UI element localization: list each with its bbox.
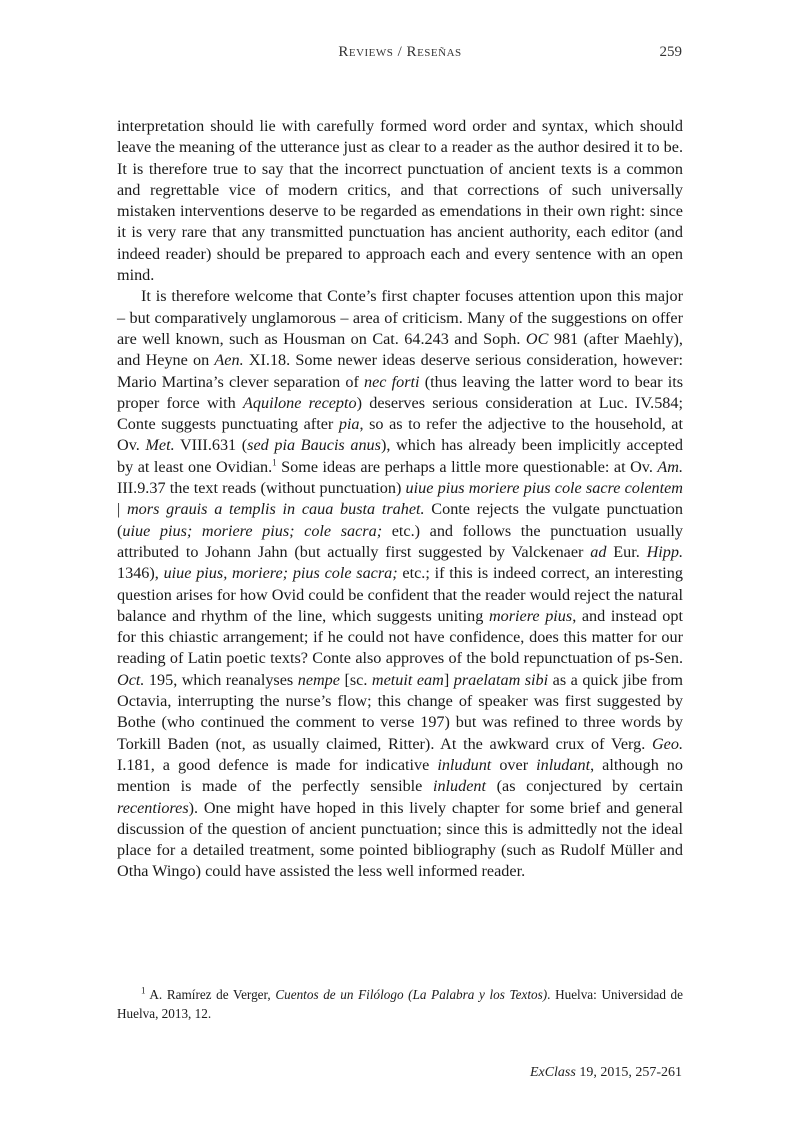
text-run: ]: [443, 670, 454, 689]
text-run: Conte rejects the vulgate punctuation (: [117, 500, 683, 540]
italic-run: Met.: [145, 436, 175, 455]
italic-run: nempe: [297, 670, 340, 689]
italic-run: nec forti: [364, 372, 420, 391]
text-run: (thus leaving the latter word to bear its proper force with: [117, 372, 683, 412]
footnote-number: 1: [141, 985, 146, 996]
footnote: [117, 985, 683, 1023]
footer-citation: [530, 1065, 682, 1081]
italic-run: ad: [590, 542, 607, 561]
text-run: 195, which reanalyses: [144, 670, 298, 689]
text-run: ) deserves serious consideration at Luc. IV.584; Conte suggests punctuating after: [117, 393, 683, 434]
running-head: [0, 44, 800, 66]
journal-citation: 19, 2015, 257-261: [575, 1065, 682, 1080]
italic-run: uiue pius; moriere pius; cole sacra;: [122, 521, 383, 540]
text-run: It is therefore welcome that Conte’s first chapter focuses attention upon this major – but comparatively unglamorous – area of criticism. Many of the suggestions on offer are well known, such as Housman on Cat. 64.243 and Soph.: [117, 287, 683, 348]
body-text: [117, 116, 683, 883]
text-run: (as conjectured by certain: [486, 777, 683, 796]
italic-run: inludant: [536, 755, 591, 774]
text-run: , although no mention is made of the perfectly sensible: [117, 755, 683, 796]
footnote-book-title: Cuentos de un Filólogo (La Palabra y los Textos): [275, 987, 548, 1002]
italic-run: Aquilone recepto: [243, 393, 357, 412]
italic-run: mors grauis a templis in caua busta trahet.: [126, 500, 425, 519]
text-run: 1346),: [117, 564, 164, 583]
italic-run: Oct.: [117, 670, 145, 689]
footnote-text: A. Ramírez de Verger,: [145, 987, 276, 1002]
text-run: 981 (after Maehly), and Heyne on: [117, 329, 683, 370]
text-run: , and instead opt for this chiastic arrangement; if he could not have confidence, does this matter for our reading of Latin poetic texts? Conte also approves of the bold repunctuation of ps-Sen.: [117, 606, 683, 668]
footnote-marker: 1: [272, 457, 277, 468]
text-run: Eur.: [606, 542, 647, 561]
text-run: XI.18. Some newer ideas deserve serious consideration, however: Mario Martina’s clever separation of: [117, 351, 684, 391]
italic-run: Hipp.: [646, 542, 683, 561]
italic-run: Aen.: [214, 351, 244, 370]
text-run: etc.; if this is indeed correct, an interesting question arises for how Ovid could be confident that the reader would reject the natural balance and rhythm of the line, which suggests uniting: [117, 564, 683, 625]
text-run: ). One might have hoped in this lively chapter for some brief and general discussion of the question of ancient punctuation; since this is admittedly not the ideal place for a detailed treatment, some pointed bibliography (such as Rudolf Müller and Otha Wingo) could have assisted the less well informed reader.: [117, 798, 683, 881]
italic-run: pia: [338, 415, 360, 434]
paragraph-2: [117, 286, 683, 882]
italic-run: metuit eam: [371, 670, 444, 689]
text-run: , so as to refer the adjective to the household, at Ov.: [117, 415, 683, 455]
italic-run: OC: [525, 329, 549, 348]
italic-run: uiue pius, moriere; pius cole sacra;: [163, 564, 398, 583]
italic-run: sed pia Baucis anus: [247, 436, 381, 455]
paragraph-1: interpretation should lie with carefully formed word order and syntax, which should leave the meaning of the utterance just as clear to a reader as the author desired it to be. It is therefore true to say that the incorrect punctuation of ancient texts is a common and regrettable vice of modern critics, and that corrections of such universally mistaken interventions deserve to be regarded as emendations in their own right: since it is very rare that any transmitted punctuation has ancient authority, each editor (and indeed reader) should be prepared to approach each and every sentence with an open mind.: [117, 117, 683, 285]
text-run: I.181, a good defence is made for indicative: [117, 755, 438, 774]
italic-run: uiue pius moriere pius cole sacre colentem: [405, 479, 684, 498]
italic-run: Geo.: [651, 734, 683, 753]
text-run: VIII.631 (: [174, 436, 248, 455]
text-run: ), which has already been implicitly accepted by at least one Ovidian.: [117, 436, 684, 476]
text-run: as a quick jibe from Octavia, interrupting the nurse’s flow; this change of speaker was first suggested by Bothe (who continued the comment to verse 197) but was refined to three words by Torkill Baden (not, as usually claimed, Ritter). At the awkward crux of Verg.: [117, 670, 684, 753]
text-run: III.9.37 the text reads (without punctuation): [117, 479, 406, 498]
text-run: |: [117, 500, 127, 519]
italic-run: Am.: [657, 457, 684, 476]
italic-run: moriere pius: [488, 606, 573, 625]
text-run: etc.) and follows the punctuation usually attributed to Johann Jahn (but actually first suggested by Valckenaer: [117, 521, 684, 561]
footnote-text: . Huelva: Universidad de Huelva, 2013, 12.: [117, 987, 683, 1021]
italic-run: praelatam sibi: [453, 670, 549, 689]
journal-name: ExClass: [529, 1065, 576, 1080]
text-run: over: [491, 755, 537, 774]
text-run: Some ideas are perhaps a little more questionable: at Ov.: [276, 457, 658, 476]
page-number: 259: [659, 44, 682, 60]
text-run: [sc.: [339, 670, 372, 689]
italic-run: inludent: [432, 777, 487, 796]
italic-run: inludunt: [437, 755, 492, 774]
running-title: Reviews / Reseñas: [338, 44, 462, 60]
italic-run: recentiores: [117, 798, 189, 817]
